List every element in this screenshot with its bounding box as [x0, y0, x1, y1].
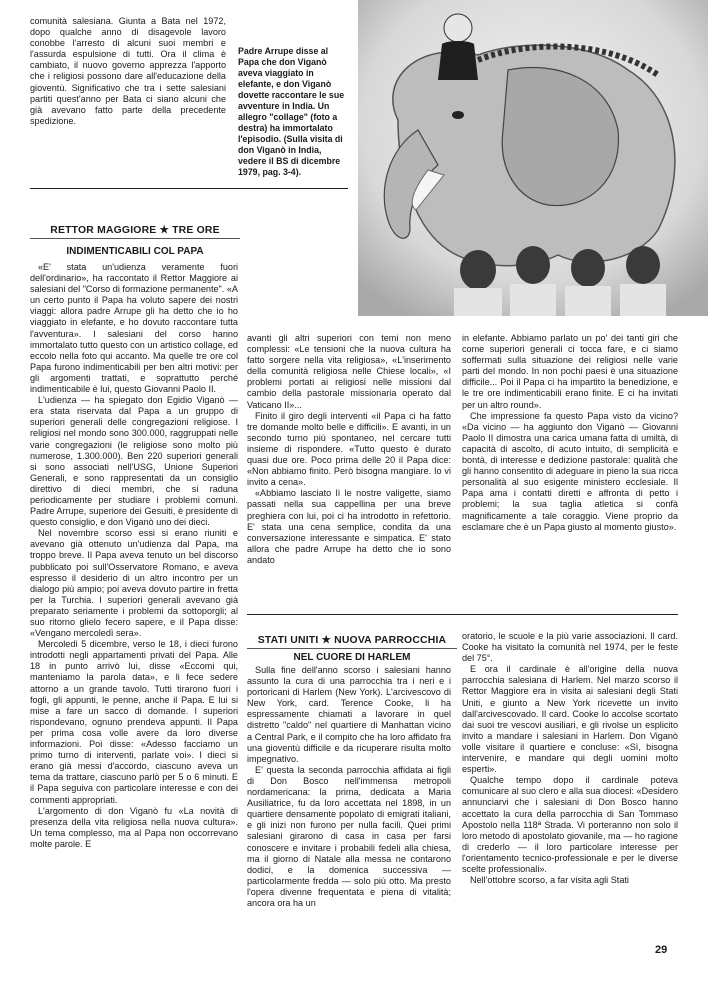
article2-col2-paragraph-2: E' questa la seconda parrocchia affidata ai figli di Don Bosco nell'immensa metropoli nordamericana: la prima, dedicata a Maria Ausiliatrice, fu da loro accettata nel 1898, in un quartiere densamente popolato di emigrati italiani, e gli inizi non furono per nulla facili. Quei primi salesiani girarono di casa in casa per farsi conoscere e invitare i probabili fedeli alla chiesa, ma il giorno di Natale alla messa ne contarono dodici, e la domenica successiva — particolarmente fredda — solo più otto. Ma presto l'opera divenne frequentata e piena di vitalità; ancora ora ha un: [247, 764, 451, 908]
article1-subhead: INDIMENTICABILI COL PAPA: [66, 246, 204, 257]
article1-col1-paragraph-3: Nel novembre scorso essi si erano riuniti e avevano già ottenuto un'udienza dal Papa, ma troppo breve. Il Papa aveva tenuto un bel discorso pubblicato poi sull'Osservatore Romano, e aveva espresso il desiderio di un altro incontro per un dialogo più ampio; poi aveva dovuto partire in fretta per la Turchia. I superiori generali avevano già preparato seriamente i problemi da sottoporgli; al suo ritorno glielo fecero sapere, e il Papa disse: «Vengano mercoledì sera».: [30, 528, 238, 639]
article1-col2-paragraph-3: «Abbiamo lasciato lì le nostre valigette, siamo passati nella sua cappellina per una breve preghiera con lui, poi ci ha introdotto in refettorio. E' stata una cena semplice, condita da una conversazione interessante e simpatica. E' stato allora che padre Arrupe ha detto che io sono andato: [247, 488, 451, 565]
article2-col3-paragraph-4: Nell'ottobre scorso, a far visita agli Stati: [470, 875, 629, 886]
headline-underline-2: [247, 648, 457, 649]
article1-column-2: [247, 333, 451, 566]
article1-col1-paragraph-1: «E' stata un'udienza veramente fuori dell'ordinario», ha raccontato il Rettor Maggiore ai salesiani del "Corso di formazione permanente". «A un certo punto il Papa ha voluto sapere dei nostri viaggi: allora padre Arrupe gli ha detto che io ho viaggiato in elefante, e ho dovuto raccontare tutta l'avventura». I salesiani del corso hanno immortalato tutto questo con un artistico collage, ed eccolo nella foto qui accanto. Ma quelle tre ore col Papa furono indimenticabili per ben altri motivi: per gli argomenti trattati, e soprattutto perché indimenticabile è lui, questo Giovanni Paolo II.: [30, 262, 238, 395]
headline-underline: [30, 238, 240, 239]
intro-text-block: [30, 16, 226, 127]
page-number: 29: [655, 944, 668, 956]
article1-column-1: [30, 262, 238, 850]
article1-col3-paragraph-1: in elefante. Abbiamo parlato un po' dei tanti giri che come superiori generali ci tocca fare, e ci siamo soffermati sulla situazione dei religiosi nelle varie parti del mondo. In non pochi paesi è una situazione difficile... Poi il Papa ci ha impartito la benedizione, e le tre ore indimenticabili erano finite. E ci ha invitati per un altro round».: [462, 333, 678, 410]
article1-col1-paragraph-4: Mercoledì 5 dicembre, verso le 18, i dieci furono introdotti negli appartamenti privati del Papa. Alle 18 in punto arrivò lui, disse «Eccomi qui, manteniamo la parola data», e li fece sedere attorno a un grande tavolo. Tutti tirarono fuori i fogli, gli appunti, le penne, anche il Papa. E lui si mise a fare un sacco di domande. I superiori rispondevano, ognuno prendeva appunti. Il Papa per prima cosa volle avere da loro diverse informazioni. Poi disse: «Adesso facciamo un primo turno di interventi, parlate voi». I dieci si erano già messi d'accordo, ciascuno aveva un tema da trattare, ciascuno parlò per 5 o 6 minuti. E il Papa seguiva con particolare interesse e con dei commenti appropriati.: [30, 639, 238, 805]
article1-col2-paragraph-1: avanti gli altri superiori con temi non meno complessi: «Le tensioni che la nuova cultura ha fatto sorgere nella vita religiosa», «L'inserimento della comunità religiosa nelle Chiese locali», «I problemi portati ai religiosi nelle missioni dal cambio della pastorale missionaria operato dal Vaticano II»...: [247, 333, 451, 410]
article1-col1-paragraph-5: L'argomento di don Viganò fu «La novità di presenza della vita religiosa nella nuova cultura». Un tema complesso, ma al Papa non occorrevano molte parole. E: [30, 805, 238, 849]
article2-col3-paragraph-3: Qualche tempo dopo il cardinale poteva comunicare al suo clero e alla sua diocesi: «Desidero annunciarvi che i salesiani di Don Bosco hanno accettato la cura della parrocchia di San Tommaso Apostolo nella 118ª Strada. Vi porteranno non solo il loro metodo di apostolato giovanile, ma — ho ragione di crederlo — il loro particolare interesse per l'orientamento tecnico-professionale e per le diverse scelte professionali».: [462, 775, 678, 874]
article1-col2-paragraph-2: Finito il giro degli interventi «il Papa ci ha fatto tre domande molto belle e difficili». E avanti, in un secondo turno più spontaneo, nel cercare tutti insieme di rispondere. «Tutto questo è durato quasi due ore. Poco prima delle 20 il Papa dice: «Non abbiamo finito. Però bisogna mangiare. Io vi invito a cena».: [247, 410, 451, 488]
article1-headline: RETTOR MAGGIORE ★ TRE ORE: [50, 225, 220, 236]
intro-paragraph: comunità salesiana. Giunta a Bata nel 1972, dopo qualche anno di disagevole lavoro conobbe l'arresto di alcuni suoi membri e l'assurda espulsione di tutti. Ora il clima è cambiato, il nuovo governo apprezza l'apporto che i religiosi possono dare all'educazione della gioventù. Significativo che tra i sette salesiani partiti quest'anno per Bata ci siano alcuni che già avevano fatto parte della precedente spedizione.: [30, 16, 226, 126]
collage-photo: [358, 0, 708, 316]
article2-col3-paragraph-2: E ora il cardinale è all'origine della nuova parrocchia salesiana di Harlem. Nel marzo scorso il Rettor Maggiore era in visita ai salesiani degli Stati Uniti, e giunto a New York ricevette un invito dall'arcivescovado. Il card. Cooke lo accolse scortato dai suoi tre vescovi ausiliari, e gli rivolse un esplicito invito a mandare i salesiani in Harlem. Don Viganò volle visitare il quartiere e concluse: «Sì, bisogna intervenire, e mandare qui degli uomini molto esperti».: [462, 664, 678, 775]
elephant-collage-illustration: [358, 0, 708, 316]
photo-caption: Padre Arrupe disse al Papa che don Viganò aveva viaggiato in elefante, e don Viganò dovette raccontare le sue avventure in India. Un allegro "collage" (foto a destra) ha immortalato l'episodio. (Sulla visita di don Viganò in India, vedere il BS di dicembre 1979, pag. 3-4).: [238, 46, 345, 177]
article1-col3-paragraph-2: Che impressione fa questo Papa visto da vicino? «Da vicino — ha aggiunto don Viganò — Giovanni Paolo II dimostra una carica umana fatta di umiltà, di capacità di ascolto, di acuto intuito, di semplicità e bontà, di interesse e dedizione pastorale: qualità che gli hanno consentito di adeguare in pieno la sua ricca personalità al suo esigente ministero ecclesiale. Il Papa ama i contatti diretti e affronta di petto i problemi; la sua taglia atletica si confà magnificamente a tale coraggio. Viene proprio da esclamare che è un Papa giusto al momento giusto».: [462, 410, 678, 532]
article2-subhead: NEL CUORE DI HARLEM: [293, 652, 411, 663]
article2-col2-paragraph-1: Sulla fine dell'anno scorso i salesiani hanno assunto la cura di una parrocchia tra i neri e i portoricani di Harlem (New York). L'arcivescovo di New York, card. Terence Cooke, li ha espressamente chiamati a lavorare in quel distretto "caldo" nel quartiere di Manhattan vicino a Central Park, e il compito che ha loro affidato fra una gioventù difficile e da ricuperare risulta molto impegnativo.: [247, 665, 451, 764]
article2-column-3: [462, 631, 678, 886]
article1-col1-paragraph-2: L'udienza — ha spiegato don Egidio Viganò — era stata riservata dal Papa a un gruppo di superiori generali delle congregazioni religiose. I religiosi nel mondo sono 300.000, raggruppati nelle varie congregazioni (le religiose sono molto più numerose, 1.300.000). Ben 220 superiori generali si sono associati nell'USG, Unione Superiori Generali, e sono rappresentati da un consiglio direttivo di dieci membri, che si raduna periodicamente per studiare i problemi comuni. Padre Arrupe, superiore dei Gesuiti, è presidente di questo consiglio, e don Viganò uno dei dieci.: [30, 395, 238, 528]
section-rule: [30, 188, 348, 189]
article2-column-2: [247, 665, 451, 909]
article2-headline: STATI UNITI ★ NUOVA PARROCCHIA: [257, 635, 447, 646]
article1-column-3: [462, 333, 678, 533]
section-rule-2: [247, 614, 678, 615]
article2-col3-paragraph-1: oratorio, le scuole e la più varie associazioni. Il card. Cooke ha visitato la comunità nel 1974, per le feste del 75°.: [462, 631, 678, 664]
